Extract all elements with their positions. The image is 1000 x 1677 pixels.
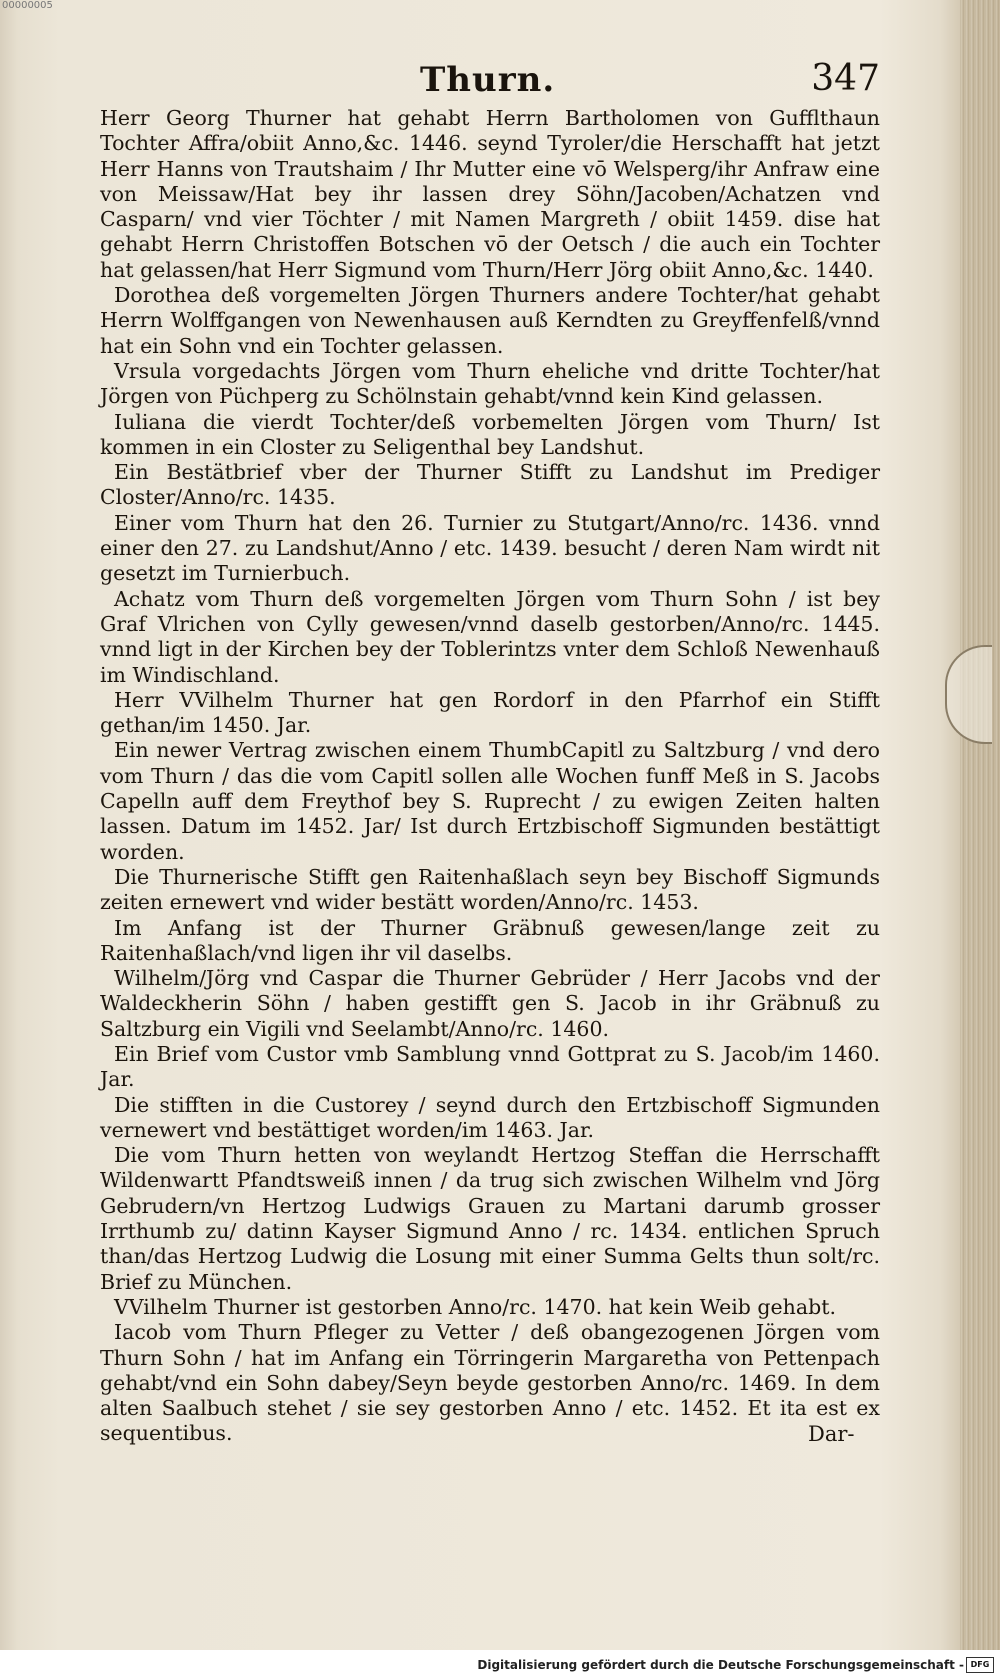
body-text: [100, 106, 880, 1447]
paragraph: Im Anfang ist der Thurner Gräbnuß gewesen/lange zeit zu Raitenhaßlach/vnd ligen ihr vil daselbs.: [100, 915, 880, 965]
paragraph: Achatz vom Thurn deß vorgemelten Jörgen vom Thurn Sohn / ist bey Graf Vlrichen von Cylly gewesen/vnnd daselb gestorben/Anno/rc. 1445. vnnd ligt in der Kirchen bey der Toblerintzs vnter dem Schloß Newenhauß im Windischland.: [100, 586, 880, 687]
paragraph: Iacob vom Thurn Pfleger zu Vetter / deß obangezogenen Jörgen vom Thurn Sohn / hat im Anfang ein Törringerin Margaretha von Pettenpach gehabt/vnd ein Sohn dabey/Seyn beyde gestorben Anno/rc. 1469. In dem alten Saalbuch stehet / sie sey gestorben Anno / etc. 1452. Et ita est ex sequentibus.: [100, 1320, 880, 1446]
paragraph: Einer vom Thurn hat den 26. Turnier zu Stutgart/Anno/rc. 1436. vnnd einer den 27. zu Landshut/Anno / etc. 1439. besucht / deren Nam wirdt nit gesetzt im Turnierbuch.: [100, 510, 880, 586]
paragraph: Ein Brief vom Custor vmb Samblung vnnd Gottprat zu S. Jacob/im 1460. Jar.: [100, 1041, 880, 1092]
book-page-edge: [960, 0, 1000, 1650]
dfg-logo-icon: DFG: [966, 1657, 994, 1673]
paragraph: Die stifften in die Custorey / seynd durch den Ertzbischoff Sigmunden vernewert vnd bestättiget worden/im 1463. Jar.: [100, 1092, 880, 1142]
footer-credit: Digitalisierung gefördert durch die Deutsche Forschungsgemeinschaft -: [477, 1658, 964, 1672]
page-header: [100, 60, 880, 100]
paragraph: VVilhelm Thurner ist gestorben Anno/rc. 1470. hat kein Weib gehabt.: [114, 1294, 836, 1319]
paragraph: Herr VVilhelm Thurner hat gen Rordorf in den Pfarrhof ein Stifft gethan/im 1450. Jar.: [100, 687, 880, 738]
catchword: Dar-: [808, 1422, 855, 1446]
footer: [0, 1650, 1000, 1677]
paragraph: Ein Bestätbrief vber der Thurner Stifft zu Landshut im Prediger Closter/Anno/rc. 1435.: [100, 460, 880, 510]
paragraph: Die vom Thurn hetten von weylandt Hertzog Steffan die Herrschafft Wildenwartt Pfandtsweiß innen / da trug sich zwischen Wilhelm vnd Jörg Gebrudern/vn Hertzog Ludwigs Grauen zu Martani darumb grosser Irrthumb zu/ datinn Kayser Sigmund Anno / rc. 1434. entlichen Spruch than/das Hertzog Ludwig die Losung mit einer Summa Gelts thun solt/rc. Brief zu München.: [100, 1143, 880, 1294]
paragraph: Dorothea deß vorgemelten Jörgen Thurners andere Tochter/hat gehabt Herrn Wolffgangen von Newenhausen auß Kerndten zu Greyffenfelß/vnnd hat ein Sohn vnd ein Tochter gelassen.: [100, 283, 880, 358]
paragraph: Ein newer Vertrag zwischen einem ThumbCapitl zu Saltzburg / vnd dero vom Thurn / das die vom Capitl sollen alle Wochen funff Meß in S. Jacobs Capelln auff dem Freythof bey S. Ruprecht / zu ewigen Zeiten halten lassen. Datum im 1452. Jar/ Ist durch Ertzbischoff Sigmunden bestättigt worden.: [100, 738, 880, 864]
page-number: 347: [811, 58, 880, 99]
paragraph: Herr Georg Thurner hat gehabt Herrn Bartholomen von Gufflthaun Tochter Affra/obiit Anno,&c. 1446. seynd Tyroler/die Herschafft hat jetzt Herr Hanns von Trautshaim / Ihr Mutter eine vō Welsperg/ihr Anfraw eine von Meissaw/Hat bey ihr lassen drey Söhn/Jacoben/Achatzen vnd Casparn/ vnd vier Töchter / mit Namen Margreth / obiit 1459. dise hat gehabt Herrn Christoffen Botschen vō der Oetsch / die auch ein Tochter hat gelassen/hat Herr Sigmund vom Thurn/Herr Jörg obiit Anno,&c. 1440.: [100, 106, 880, 282]
corner-mark: 00000005: [2, 0, 53, 11]
paragraph: Iuliana die vierdt Tochter/deß vorbemelten Jörgen vom Thurn/ Ist kommen in ein Closter zu Seligenthal bey Landshut.: [100, 409, 880, 459]
running-title: Thurn.: [420, 60, 556, 100]
paragraph: Die Thurnerische Stifft gen Raitenhaßlach seyn bey Bischoff Sigmunds zeiten ernewert vnd wider bestätt worden/Anno/rc. 1453.: [100, 864, 880, 915]
paragraph: Wilhelm/Jörg vnd Caspar die Thurner Gebrüder / Herr Jacobs vnd der Waldeckherin Söhn / haben gestifft gen S. Jacob in ihr Gräbnuß zu Saltzburg ein Vigili vnd Seelambt/Anno/rc. 1460.: [100, 966, 880, 1041]
paragraph: Vrsula vorgedachts Jörgen vom Thurn eheliche vnd dritte Tochter/hat Jörgen von Püchperg zu Schölnstain gehabt/vnnd kein Kind gelassen.: [100, 358, 880, 409]
